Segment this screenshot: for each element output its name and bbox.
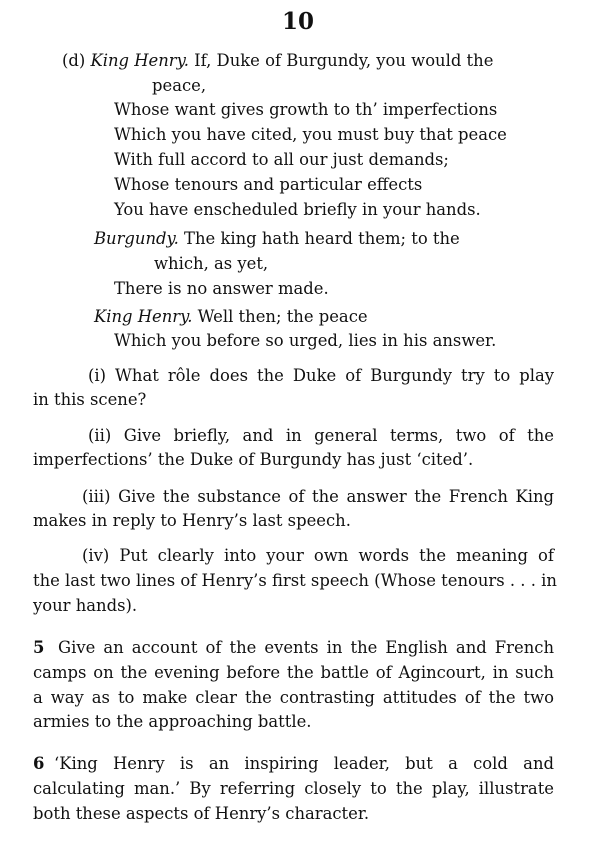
speech-text: If, Duke of Burgundy, you would the: [194, 51, 494, 70]
question-iv-line: (iv) Put clearly into your own words the meaning of: [82, 546, 554, 565]
question-iii-line: (iii) Give the substance of the answer the French King: [82, 487, 554, 506]
speech-burgundy: [94, 229, 460, 249]
verse-line: peace,: [152, 76, 207, 95]
verse-line: You have enscheduled briefly in your hands.: [114, 200, 481, 219]
speaker-king-henry: King Henry.: [90, 51, 189, 70]
question-ii-line: (ii) Give briefly, and in general terms, two of the: [88, 426, 554, 445]
page-number: 10: [281, 8, 314, 35]
question-6-line: both these aspects of Henry’s character.: [33, 804, 370, 823]
verse-line: Whose tenours and particular effects: [114, 175, 423, 194]
verse-line: There is no answer made.: [114, 279, 329, 298]
question-6-number: 6: [33, 754, 45, 773]
speech-king-henry-2: [94, 307, 368, 327]
question-5-line: Give an account of the events in the English and French: [58, 638, 554, 657]
question-6-line: ‘King Henry is an inspiring leader, but a cold and: [54, 754, 554, 773]
question-5-line: camps on the evening before the battle of Agincourt, in such: [33, 663, 554, 682]
verse-line: Which you before so urged, lies in his answer.: [114, 331, 497, 350]
question-5-line: armies to the approaching battle.: [33, 712, 312, 731]
speech-text: Well then; the peace: [197, 307, 368, 326]
verse-line: With full accord to all our just demands;: [114, 150, 449, 169]
question-5-line: a way as to make clear the contrasting attitudes of the two: [33, 688, 554, 707]
speaker-king-henry: King Henry.: [94, 307, 193, 326]
passage-first-line: [62, 51, 493, 71]
verse-line: Which you have cited, you must buy that peace: [114, 125, 507, 144]
question-iv-line: the last two lines of Henry’s first speech (Whose tenours . . . in: [33, 571, 557, 590]
passage-label: (d): [62, 51, 86, 70]
question-i-line: (i) What rôle does the Duke of Burgundy try to play: [88, 366, 554, 385]
question-ii-line: imperfections’ the Duke of Burgundy has just ‘cited’.: [33, 450, 474, 469]
verse-line: Whose want gives growth to th’ imperfections: [114, 100, 498, 119]
question-i-line: in this scene?: [33, 390, 147, 409]
question-5-number: 5: [33, 638, 45, 657]
speaker-burgundy: Burgundy.: [94, 229, 179, 248]
verse-line: which, as yet,: [154, 254, 269, 273]
question-iv-line: your hands).: [33, 596, 138, 615]
question-iii-line: makes in reply to Henry’s last speech.: [33, 511, 351, 530]
speech-text: The king hath heard them; to the: [184, 229, 460, 248]
question-6-line: calculating man.’ By referring closely to the play, illustrate: [33, 779, 554, 798]
